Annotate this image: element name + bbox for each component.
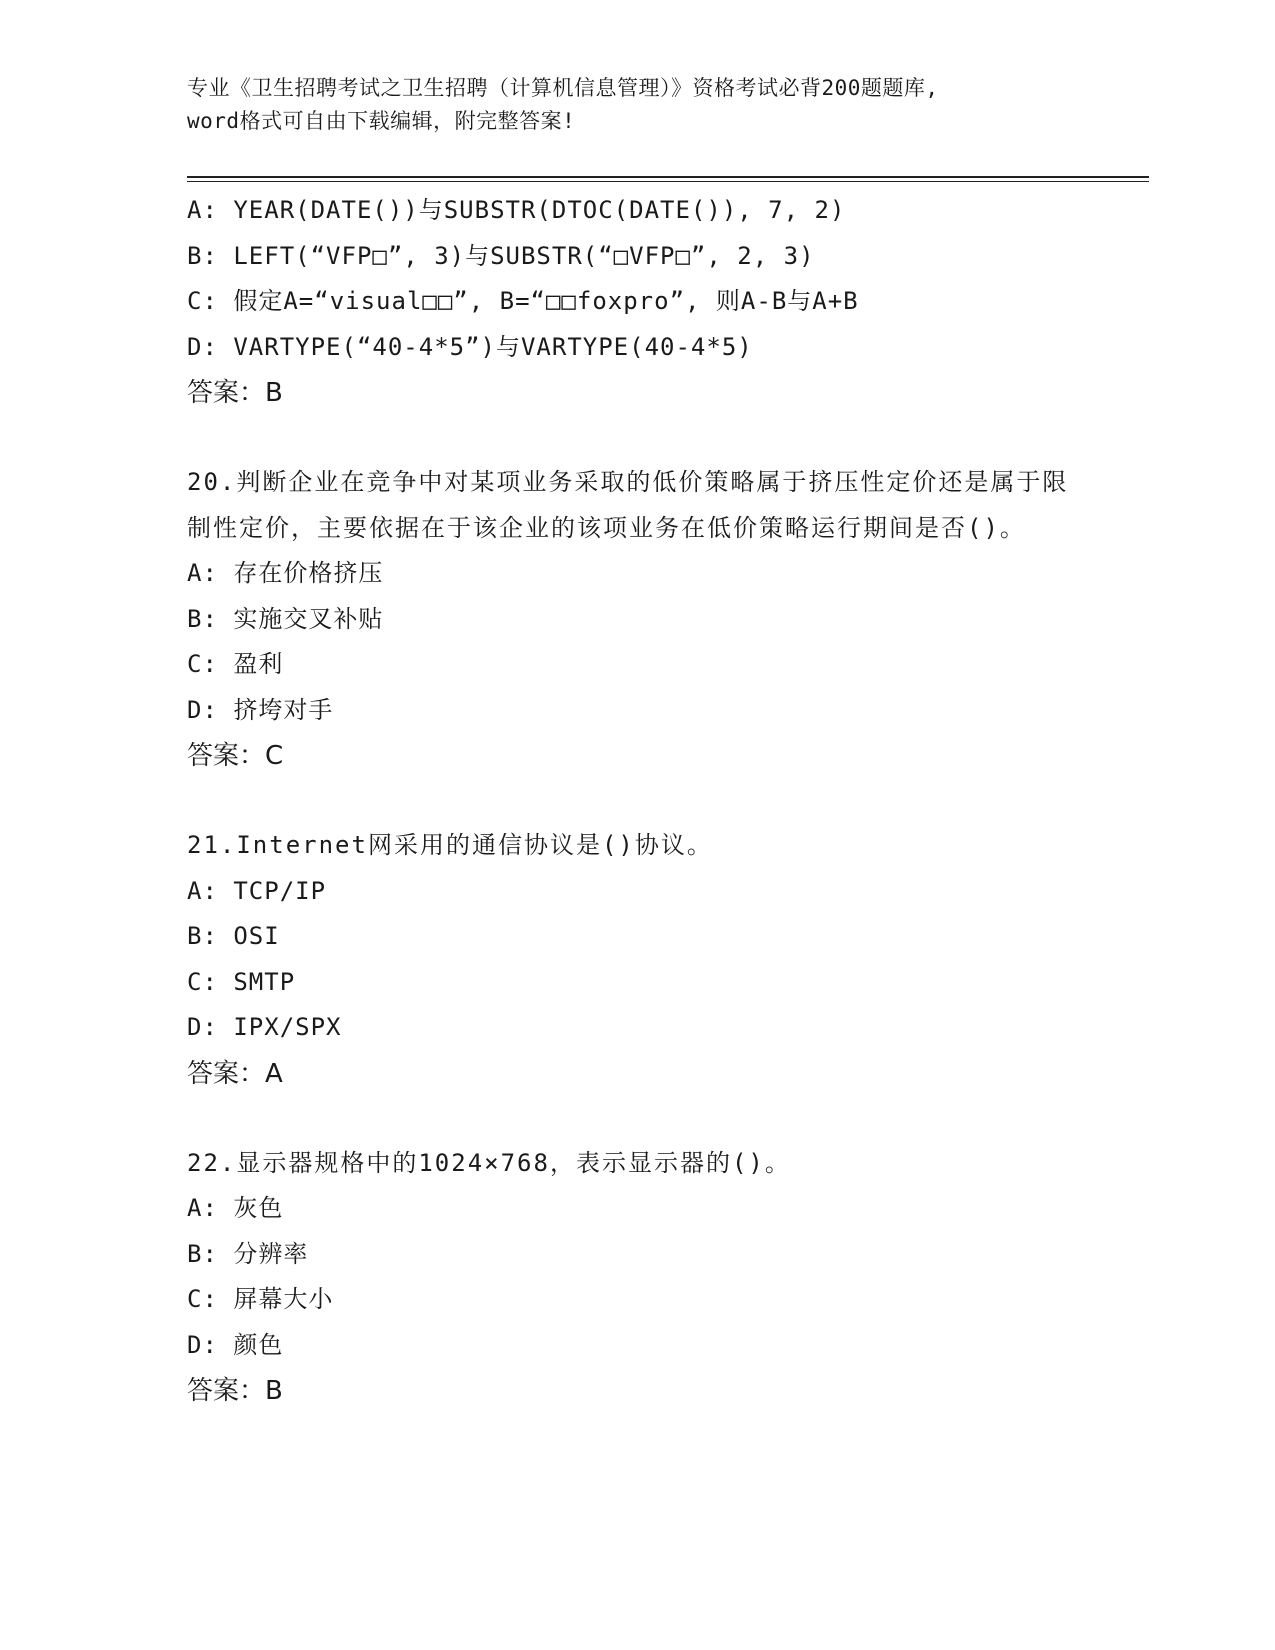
answer-line: 答案：B [187, 1376, 283, 1406]
option-b: B: LEFT(“VFP□”, 3)与SUBSTR(“□VFP□”, 2, 3) [187, 241, 815, 270]
question-list [187, 188, 1087, 1414]
option-a: A: YEAR(DATE())与SUBSTR(DTOC(DATE()), 7, 2) [187, 196, 846, 224]
spacer [187, 779, 1087, 823]
option-c: C: 盈利 [187, 650, 284, 678]
question-text: 20.判断企业在竞争中对某项业务采取的低价策略属于挤压性定价还是属于限制性定价，主要依据在于该企业的该项业务在低价策略运行期间是否()。 [187, 468, 1069, 542]
question-22 [187, 1141, 1087, 1415]
option-c: C: 假定A=“visual□□”, B=“□□foxpro”, 则A-B与A+B [187, 287, 859, 315]
answer-line: 答案：A [187, 1058, 283, 1089]
answer-line: 答案：B [187, 378, 283, 408]
document-header [187, 72, 1087, 138]
spacer [187, 1097, 1087, 1141]
question-21 [187, 823, 1087, 1097]
header-divider-thick [187, 176, 1149, 178]
question-text: 22.显示器规格中的1024×768，表示显示器的()。 [187, 1148, 791, 1177]
option-d: D: IPX/SPX [187, 1013, 342, 1041]
question-20 [187, 460, 1087, 779]
option-d: D: VARTYPE(“40-4*5”)与VARTYPE(40-4*5) [187, 332, 753, 361]
option-a: A: TCP/IP [187, 876, 327, 905]
option-b: B: OSI [187, 922, 280, 950]
option-c: C: 屏幕大小 [187, 1285, 334, 1313]
header-line-1: 专业《卫生招聘考试之卫生招聘（计算机信息管理）》资格考试必背200题题库, [187, 76, 939, 100]
option-d: D: 颜色 [187, 1330, 284, 1359]
header-line-2: word格式可自由下载编辑，附完整答案! [187, 109, 576, 133]
option-a: A: 存在价格挤压 [187, 559, 384, 587]
option-b: B: 实施交叉补贴 [187, 604, 384, 633]
spacer [187, 416, 1087, 460]
option-a: A: 灰色 [187, 1194, 284, 1222]
option-b: B: 分辨率 [187, 1239, 309, 1268]
option-c: C: SMTP [187, 967, 296, 996]
header-divider-thin [187, 181, 1149, 182]
question-text: 21.Internet网采用的通信协议是()协议。 [187, 831, 713, 859]
option-d: D: 挤垮对手 [187, 695, 334, 724]
answer-line: 答案：C [187, 741, 284, 771]
question-19 [187, 188, 1087, 416]
